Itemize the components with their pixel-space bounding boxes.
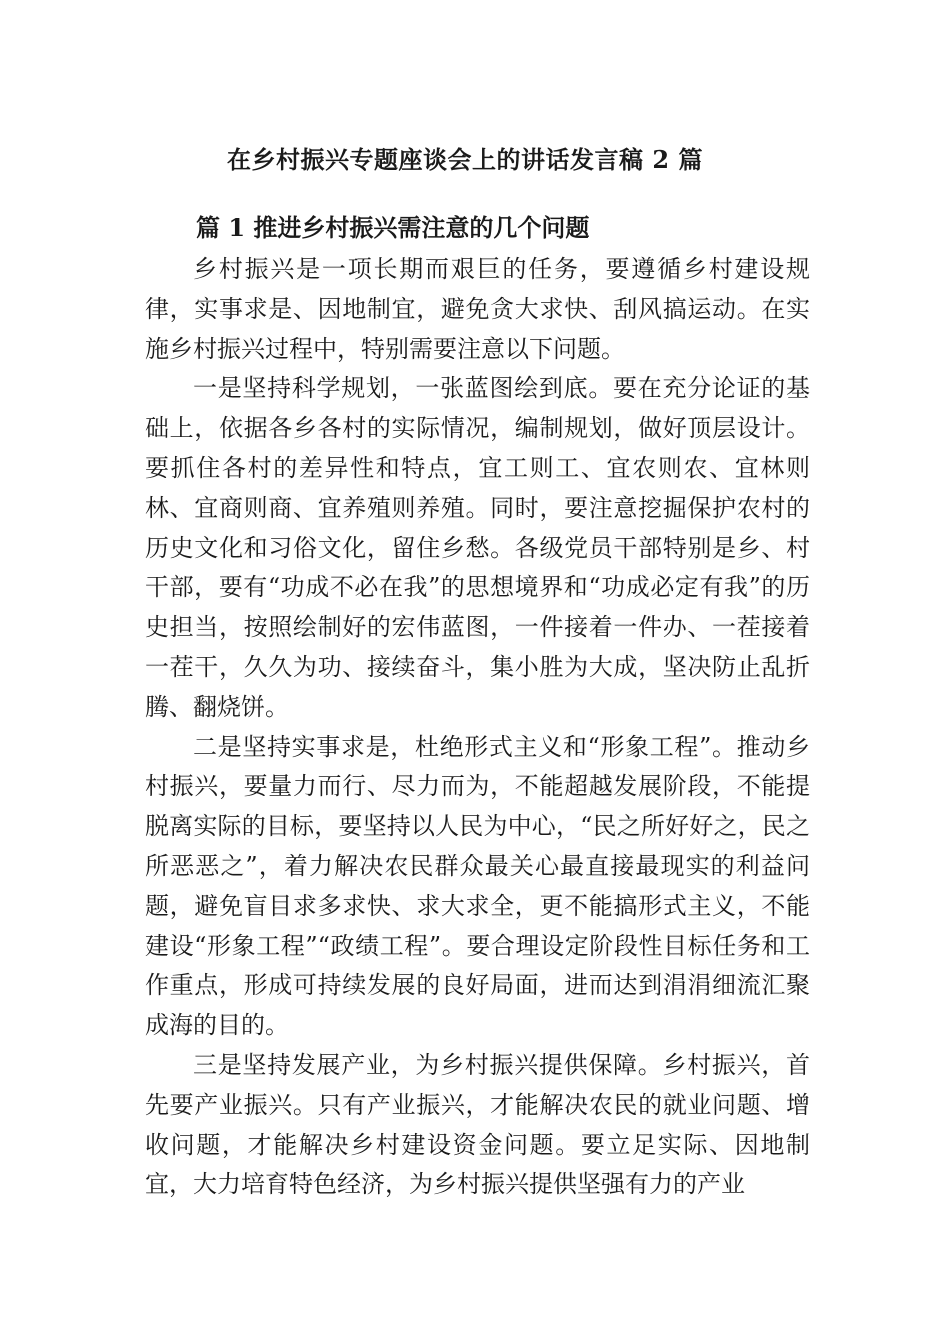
body-text	[145, 250, 810, 1205]
paragraph: 乡村振兴是一项长期而艰巨的任务，要遵循乡村建设规律，实事求是、因地制宜，避免贪大求快、刮风搞运动。在实施乡村振兴过程中，特别需要注意以下问题。	[145, 255, 810, 363]
section-heading: 篇 1 推进乡村振兴需注意的几个问题	[196, 213, 590, 242]
paragraph: 一是坚持科学规划，一张蓝图绘到底。要在充分论证的基础上，依据各乡各村的实际情况，编制规划，做好顶层设计。要抓住各村的差异性和特点，宜工则工、宜农则农、宜林则林、宜商则商、宜养殖则养殖。同时，要注意挖掘保护农村的历史文化和习俗文化，留住乡愁。各级党员干部特别是乡、村干部，要有“功成不必在我”的思想境界和“功成必定有我”的历史担当，按照绘制好的宏伟蓝图，一件接着一件办、一茬接着一茬干，久久为功、接续奋斗，集小胜为大成，坚决防止乱折腾、翻烧饼。	[145, 374, 810, 721]
paragraph: 二是坚持实事求是，杜绝形式主义和“形象工程”。推动乡村振兴，要量力而行、尽力而为，不能超越发展阶段，不能提脱离实际的目标，要坚持以人民为中心，“民之所好好之，民之所恶恶之”，着力解决农民群众最关心最直接最现实的利益问题，避免盲目求多求快、求大求全，更不能搞形式主义，不能建设“形象工程”“政绩工程”。要合理设定阶段性目标任务和工作重点，形成可持续发展的良好局面，进而达到涓涓细流汇聚成海的目的。	[145, 732, 810, 1040]
paragraph: 三是坚持发展产业，为乡村振兴提供保障。乡村振兴，首先要产业振兴。只有产业振兴，才能解决农民的就业问题、增收问题，才能解决乡村建设资金问题。要立足实际、因地制宜，大力培育特色经济，为乡村振兴提供坚强有力的产业	[145, 1050, 810, 1199]
document-title: 在乡村振兴专题座谈会上的讲话发言稿 2 篇	[227, 145, 703, 174]
